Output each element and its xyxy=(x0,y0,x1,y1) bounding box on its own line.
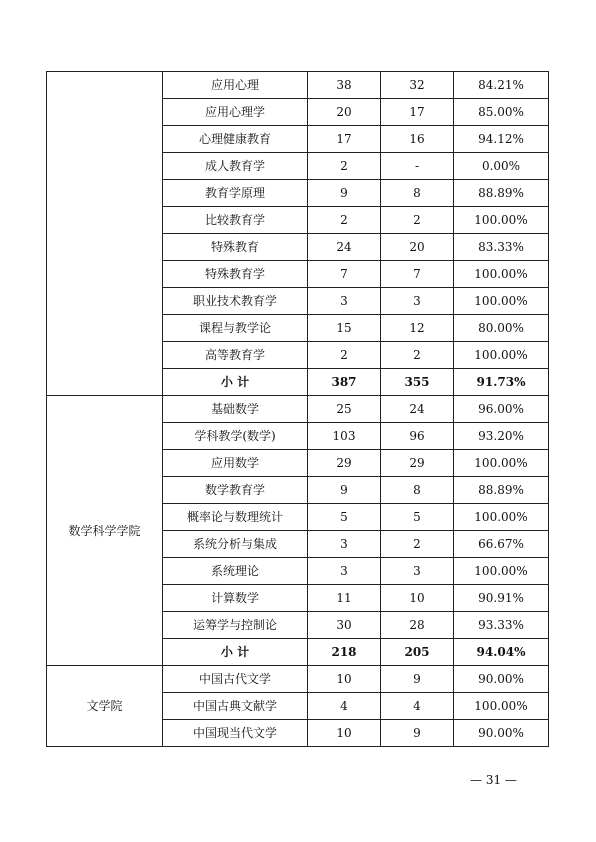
rate-cell: 88.89% xyxy=(454,180,549,207)
table-row xyxy=(47,396,549,423)
count-b-cell: 17 xyxy=(381,99,454,126)
count-b-cell: 96 xyxy=(381,423,454,450)
rate-cell: 100.00% xyxy=(454,450,549,477)
count-a-cell: 10 xyxy=(308,720,381,747)
rate-cell: 90.00% xyxy=(454,666,549,693)
subtotal-count-a: 387 xyxy=(308,369,381,396)
rate-cell: 100.00% xyxy=(454,342,549,369)
subtotal-count-b: 205 xyxy=(381,639,454,666)
count-b-cell: 24 xyxy=(381,396,454,423)
major-cell: 特殊教育 xyxy=(163,234,308,261)
rate-cell: 100.00% xyxy=(454,288,549,315)
subtotal-label: 小 计 xyxy=(163,369,308,396)
count-a-cell: 30 xyxy=(308,612,381,639)
count-a-cell: 3 xyxy=(308,288,381,315)
rate-cell: 100.00% xyxy=(454,693,549,720)
count-b-cell: - xyxy=(381,153,454,180)
count-a-cell: 4 xyxy=(308,693,381,720)
major-cell: 高等教育学 xyxy=(163,342,308,369)
major-cell: 数学教育学 xyxy=(163,477,308,504)
rate-cell: 90.00% xyxy=(454,720,549,747)
count-a-cell: 24 xyxy=(308,234,381,261)
major-cell: 概率论与数理统计 xyxy=(163,504,308,531)
count-a-cell: 2 xyxy=(308,342,381,369)
college-cell: 数学科学学院 xyxy=(47,396,163,666)
major-cell: 课程与教学论 xyxy=(163,315,308,342)
count-a-cell: 3 xyxy=(308,531,381,558)
major-cell: 学科教学(数学) xyxy=(163,423,308,450)
subtotal-count-b: 355 xyxy=(381,369,454,396)
rate-cell: 100.00% xyxy=(454,261,549,288)
table-row xyxy=(47,666,549,693)
count-b-cell: 28 xyxy=(381,612,454,639)
count-a-cell: 15 xyxy=(308,315,381,342)
count-a-cell: 38 xyxy=(308,72,381,99)
rate-cell: 66.67% xyxy=(454,531,549,558)
college-cell: 文学院 xyxy=(47,666,163,747)
rate-cell: 88.89% xyxy=(454,477,549,504)
statistics-table xyxy=(46,71,549,747)
count-b-cell: 20 xyxy=(381,234,454,261)
rate-cell: 94.12% xyxy=(454,126,549,153)
major-cell: 中国古典文献学 xyxy=(163,693,308,720)
count-b-cell: 32 xyxy=(381,72,454,99)
major-cell: 计算数学 xyxy=(163,585,308,612)
count-a-cell: 7 xyxy=(308,261,381,288)
page-number: — 31 — xyxy=(470,773,517,787)
major-cell: 应用心理 xyxy=(163,72,308,99)
rate-cell: 100.00% xyxy=(454,504,549,531)
major-cell: 基础数学 xyxy=(163,396,308,423)
table-row xyxy=(47,72,549,99)
count-b-cell: 7 xyxy=(381,261,454,288)
count-a-cell: 29 xyxy=(308,450,381,477)
count-b-cell: 4 xyxy=(381,693,454,720)
rate-cell: 100.00% xyxy=(454,558,549,585)
subtotal-label: 小 计 xyxy=(163,639,308,666)
major-cell: 系统理论 xyxy=(163,558,308,585)
rate-cell: 96.00% xyxy=(454,396,549,423)
subtotal-count-a: 218 xyxy=(308,639,381,666)
count-a-cell: 17 xyxy=(308,126,381,153)
major-cell: 系统分析与集成 xyxy=(163,531,308,558)
major-cell: 比较教育学 xyxy=(163,207,308,234)
rate-cell: 90.91% xyxy=(454,585,549,612)
count-b-cell: 3 xyxy=(381,558,454,585)
subtotal-rate: 94.04% xyxy=(454,639,549,666)
major-cell: 职业技术教育学 xyxy=(163,288,308,315)
count-a-cell: 25 xyxy=(308,396,381,423)
table-body xyxy=(47,72,549,747)
count-a-cell: 3 xyxy=(308,558,381,585)
count-a-cell: 103 xyxy=(308,423,381,450)
major-cell: 应用心理学 xyxy=(163,99,308,126)
subtotal-rate: 91.73% xyxy=(454,369,549,396)
rate-cell: 83.33% xyxy=(454,234,549,261)
major-cell: 中国现当代文学 xyxy=(163,720,308,747)
count-b-cell: 12 xyxy=(381,315,454,342)
major-cell: 中国古代文学 xyxy=(163,666,308,693)
rate-cell: 80.00% xyxy=(454,315,549,342)
count-a-cell: 10 xyxy=(308,666,381,693)
major-cell: 应用数学 xyxy=(163,450,308,477)
count-b-cell: 29 xyxy=(381,450,454,477)
count-b-cell: 2 xyxy=(381,207,454,234)
major-cell: 教育学原理 xyxy=(163,180,308,207)
major-cell: 心理健康教育 xyxy=(163,126,308,153)
major-cell: 运筹学与控制论 xyxy=(163,612,308,639)
rate-cell: 84.21% xyxy=(454,72,549,99)
college-cell xyxy=(47,72,163,396)
count-a-cell: 2 xyxy=(308,207,381,234)
major-cell: 特殊教育学 xyxy=(163,261,308,288)
major-cell: 成人教育学 xyxy=(163,153,308,180)
rate-cell: 93.33% xyxy=(454,612,549,639)
count-a-cell: 5 xyxy=(308,504,381,531)
rate-cell: 0.00% xyxy=(454,153,549,180)
count-b-cell: 8 xyxy=(381,180,454,207)
count-a-cell: 11 xyxy=(308,585,381,612)
rate-cell: 100.00% xyxy=(454,207,549,234)
rate-cell: 93.20% xyxy=(454,423,549,450)
count-b-cell: 2 xyxy=(381,342,454,369)
count-a-cell: 2 xyxy=(308,153,381,180)
count-b-cell: 2 xyxy=(381,531,454,558)
rate-cell: 85.00% xyxy=(454,99,549,126)
count-b-cell: 3 xyxy=(381,288,454,315)
count-b-cell: 10 xyxy=(381,585,454,612)
count-b-cell: 9 xyxy=(381,666,454,693)
count-b-cell: 8 xyxy=(381,477,454,504)
count-a-cell: 20 xyxy=(308,99,381,126)
count-b-cell: 5 xyxy=(381,504,454,531)
count-b-cell: 16 xyxy=(381,126,454,153)
count-b-cell: 9 xyxy=(381,720,454,747)
count-a-cell: 9 xyxy=(308,477,381,504)
count-a-cell: 9 xyxy=(308,180,381,207)
